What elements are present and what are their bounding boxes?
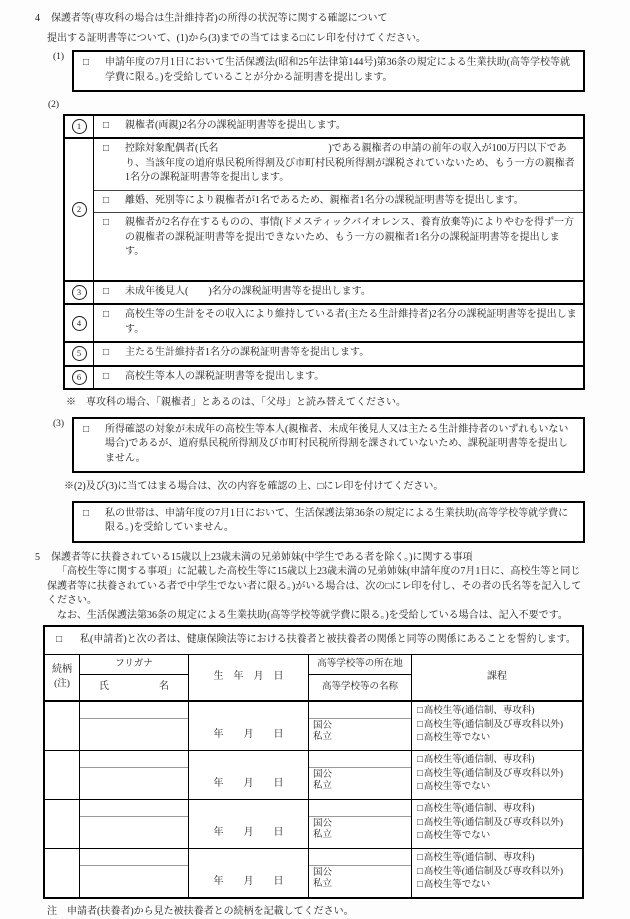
furigana-field[interactable] [80, 751, 188, 768]
birthdate-placeholder: 年 月 日 [214, 875, 284, 890]
course-option-label: 高校生等(通信制、専攻科) [424, 803, 535, 817]
school-type-private[interactable]: 私立 [313, 830, 411, 842]
option-text: 親権者(両親)2名分の課税証明書等を提出します。 [125, 119, 577, 134]
relationship-cell[interactable] [45, 800, 80, 848]
birthdate-placeholder: 年 月 日 [214, 826, 284, 841]
option-text: 親権者が2名存在するものの、事情(ドメスティックバイオレンス、養育放棄等)によりやむを得ず一方の親権者の課税証明書等を提出できないため、もう一方の親権者1名分の課税証明書等を提出します。 [125, 216, 577, 260]
section-5-para-1: 「高校生等に関する事項」に記載した高校生等に15歳以上23歳未満の兄弟姉妹(申請年度の7月1日に、高校生等と同じ保護者等に扶養されている者で中学生でない者に限る。)がいる場合は、次の□にレ印を付し、その者の氏名等を記入してください。 [47, 565, 587, 609]
course-option[interactable] [417, 817, 582, 831]
course-option[interactable] [417, 866, 582, 880]
relationship-header-line1: 続柄 [52, 663, 72, 678]
option-checkbox[interactable]: □ [103, 370, 125, 385]
school-location-field[interactable] [309, 751, 411, 768]
birthdate-placeholder: 年 月 日 [214, 728, 284, 743]
course-option-label: 高校生等(通信制及び専攻科以外) [424, 817, 563, 831]
school-cell [309, 702, 412, 750]
name-header: 氏 名 [80, 675, 188, 700]
course-option[interactable] [417, 754, 582, 768]
birthdate-cell[interactable] [189, 702, 309, 750]
name-field[interactable] [80, 817, 188, 848]
course-option-checkbox[interactable]: □ [417, 781, 423, 795]
course-option[interactable] [417, 803, 582, 817]
course-option[interactable] [417, 732, 582, 746]
section-5-title: 保護者等に扶養されている15歳以上23歳未満の兄弟姉妹(中学生である者を除く。)に関する事項 [51, 551, 472, 566]
relationship-header [45, 655, 80, 700]
section-5-para-2: なお、生活保護法第36条の規定による生業扶助(高等学校等就学費に限る。)を受給している場合は、記入不要です。 [47, 609, 587, 624]
proof-option [94, 190, 583, 213]
course-option-checkbox[interactable]: □ [417, 817, 423, 831]
course-option[interactable] [417, 768, 582, 782]
course-option-checkbox[interactable]: □ [417, 719, 423, 733]
furigana-field[interactable] [80, 849, 188, 866]
course-option-label: 高校生等(通信制、専攻科) [424, 754, 535, 768]
school-type-national[interactable]: 国公 [313, 770, 411, 782]
birthdate-header: 生 年 月 日 [189, 655, 309, 700]
table-footnote: 注 申請者(扶養者)から見た被扶養者との続柄を記載してください。 [47, 905, 630, 919]
course-option-checkbox[interactable]: □ [417, 879, 423, 893]
birthdate-cell[interactable] [189, 849, 309, 897]
circled-number: 2 [72, 202, 87, 217]
item-1-label: (1) [53, 50, 72, 92]
proof-block-3 [65, 280, 583, 304]
proof-block-4 [65, 303, 583, 341]
item-2-label: (2) [48, 98, 630, 113]
name-cell [80, 751, 189, 799]
proof-option [94, 282, 583, 304]
course-option-label: 高校生等でない [424, 879, 491, 893]
option-text: 未成年後見人( )名分の課税証明書等を提出します。 [125, 285, 577, 300]
school-cell [309, 849, 412, 897]
name-field[interactable] [80, 719, 188, 750]
school-name-header: 高等学校等の名称 [309, 675, 411, 700]
proof-option [94, 212, 583, 280]
school-type-national[interactable]: 国公 [313, 819, 411, 831]
circled-number-cell [65, 367, 94, 389]
school-header-cell [309, 655, 412, 700]
school-type-national[interactable]: 国公 [313, 721, 411, 733]
doc-item-1 [53, 50, 630, 92]
pledge-text: 私(申請者)と次の者は、健康保険法等における扶養者と被扶養者の関係と同等の関係にあることを誓約します。 [80, 633, 578, 648]
note-senkoka: ※ 専攻科の場合、「親権者」とあるのは、「父母」と読み替えてください。 [66, 396, 630, 411]
proof-option [94, 367, 583, 389]
item-3-label: (3) [53, 417, 72, 474]
course-option-checkbox[interactable]: □ [417, 803, 423, 817]
section-5-number: 5 [35, 551, 51, 566]
birthdate-cell[interactable] [189, 800, 309, 848]
circled-number-cell [65, 305, 94, 341]
item-3-text: 所得確認の対象が未成年の高校生等本人(親権者、未成年後見人又は主たる生計維持者のいずれもいない場合)であるが、道府県民税所得割及び市町村民税所得割を課されていないため、課税証明書等を提出しません。 [105, 423, 577, 467]
school-location-field[interactable] [309, 702, 411, 719]
welfare-declaration-text: 私の世帯は、申請年度の7月1日において、生活保護法第36条の規定による生業扶助(高等学校等就学費に限る。)を受給していません。 [105, 507, 577, 536]
course-cell [412, 751, 582, 799]
relationship-cell[interactable] [45, 849, 80, 897]
course-option-checkbox[interactable]: □ [417, 866, 423, 880]
option-checkbox[interactable]: □ [103, 216, 125, 231]
option-checkbox[interactable]: □ [103, 285, 125, 300]
school-location-header: 高等学校等の所在地 [309, 655, 411, 675]
name-field[interactable] [80, 768, 188, 799]
income-proof-table [63, 114, 585, 391]
circled-number: 5 [72, 346, 87, 361]
course-option-label: 高校生等(通信制及び専攻科以外) [424, 719, 563, 733]
furigana-header: フリガナ [80, 655, 188, 675]
course-header: 課程 [412, 655, 582, 700]
item-1-text: 申請年度の7月1日において生活保護法(昭和25年法律第144号)第36条の規定による生業扶助(高等学校等就学費に限る。)を受給していることが分かる証明書を提出します。 [105, 56, 577, 85]
course-option-label: 高校生等(通信制及び専攻科以外) [424, 768, 563, 782]
course-option-label: 高校生等でない [424, 830, 491, 844]
name-cell [80, 849, 189, 897]
course-option[interactable] [417, 852, 582, 866]
note-2-and-3: ※(2)及び(3)に当てはまる場合は、次の内容を確認の上、□にレ印を付けてください。 [64, 480, 630, 495]
course-option[interactable] [417, 879, 582, 893]
section-4-title: 保護者等(専攻科の場合は生計維持者)の所得の状況等に関する確認について [51, 12, 387, 27]
item-3-checkbox[interactable]: □ [83, 423, 105, 438]
doc-item-3 [53, 417, 630, 474]
circled-number-cell [65, 343, 94, 365]
name-header-cell [80, 655, 189, 700]
school-type-options[interactable] [309, 866, 411, 897]
proof-option [94, 139, 583, 190]
option-checkbox[interactable]: □ [103, 308, 125, 323]
circled-number: 4 [72, 316, 87, 331]
course-option-checkbox[interactable]: □ [417, 705, 423, 719]
birthdate-placeholder: 年 月 日 [214, 777, 284, 792]
circled-number: 6 [72, 370, 87, 385]
circled-number: 3 [72, 285, 87, 300]
circled-number: 1 [72, 119, 87, 134]
option-checkbox[interactable]: □ [103, 194, 125, 209]
option-text: 高校生等の生計をその収入により維持している者(主たる生計維持者)2名分の課税証明書等を提出します。 [125, 308, 577, 337]
course-option-checkbox[interactable]: □ [417, 852, 423, 866]
option-text: 離婚、死別等により親権者が1名であるため、親権者1名分の課税証明書等を提出します。 [125, 194, 577, 209]
birthdate-cell[interactable] [189, 751, 309, 799]
course-option-label: 高校生等でない [424, 732, 491, 746]
proof-option [94, 116, 583, 138]
sibling-row [45, 751, 582, 800]
option-checkbox[interactable]: □ [103, 346, 125, 361]
option-text: 高校生等本人の課税証明書等を提出します。 [125, 370, 577, 385]
school-type-private[interactable]: 私立 [313, 879, 411, 891]
school-type-options[interactable] [309, 719, 411, 750]
proof-block-6 [65, 365, 583, 389]
item-1-checkbox[interactable]: □ [83, 56, 105, 71]
section-5-heading [35, 551, 630, 566]
proof-block-1 [65, 116, 583, 138]
course-option[interactable] [417, 830, 582, 844]
option-text: 主たる生計維持者1名分の課税証明書等を提出します。 [125, 346, 577, 361]
furigana-field[interactable] [80, 800, 188, 817]
school-location-field[interactable] [309, 849, 411, 866]
circled-number-cell [65, 116, 94, 138]
school-type-private[interactable]: 私立 [313, 732, 411, 744]
table-header-row [45, 655, 582, 702]
course-option-checkbox[interactable]: □ [417, 732, 423, 746]
course-option[interactable] [417, 705, 582, 719]
option-text: 控除対象配偶者(氏名 )である親権者の申請の前年の収入が100万円以下であり、当該年度の道府県民税所得割及び市町村民税所得割が課税されていないため、もう一方の親権者1名分の課税証明書等を提出します。 [125, 142, 577, 186]
item-3-box [72, 417, 585, 474]
name-field[interactable] [80, 866, 188, 897]
welfare-declaration-box [72, 501, 585, 543]
item-1-box [72, 50, 585, 92]
course-option-checkbox[interactable]: □ [417, 754, 423, 768]
course-option-label: 高校生等(通信制及び専攻科以外) [424, 866, 563, 880]
sibling-row [45, 849, 582, 897]
section-4-intro: 提出する証明書等について、(1)から(3)までの当てはまる□にレ印を付けてください。 [47, 32, 630, 47]
course-cell [412, 702, 582, 750]
welfare-declaration-checkbox[interactable]: □ [83, 507, 105, 522]
proof-block-2 [65, 137, 583, 280]
school-cell [309, 751, 412, 799]
course-option-label: 高校生等(通信制、専攻科) [424, 705, 535, 719]
pledge-checkbox[interactable]: □ [56, 633, 80, 648]
name-cell [80, 702, 189, 750]
pledge-row [45, 627, 582, 655]
course-option-checkbox[interactable]: □ [417, 830, 423, 844]
course-option-label: 高校生等でない [424, 781, 491, 795]
relationship-cell[interactable] [45, 702, 80, 750]
course-option[interactable] [417, 719, 582, 733]
furigana-field[interactable] [80, 702, 188, 719]
course-cell [412, 849, 582, 897]
course-option[interactable] [417, 781, 582, 795]
circled-number-cell [65, 139, 94, 280]
relationship-cell[interactable] [45, 751, 80, 799]
school-cell [309, 800, 412, 848]
course-option-checkbox[interactable]: □ [417, 768, 423, 782]
school-location-field[interactable] [309, 800, 411, 817]
siblings-table [43, 625, 584, 899]
name-cell [80, 800, 189, 848]
proof-option [94, 343, 583, 365]
relationship-header-line2: (注) [54, 677, 70, 692]
sibling-row [45, 702, 582, 751]
school-type-private[interactable]: 私立 [313, 781, 411, 793]
option-checkbox[interactable]: □ [103, 119, 125, 134]
course-cell [412, 800, 582, 848]
circled-number-cell [65, 282, 94, 304]
course-option-label: 高校生等(通信制、専攻科) [424, 852, 535, 866]
school-type-options[interactable] [309, 768, 411, 799]
section-4-heading [35, 12, 630, 27]
proof-option [94, 305, 583, 341]
school-type-options[interactable] [309, 817, 411, 848]
option-checkbox[interactable]: □ [103, 142, 125, 157]
section-4-number: 4 [35, 12, 51, 27]
proof-block-5 [65, 341, 583, 365]
school-type-national[interactable]: 国公 [313, 868, 411, 880]
sibling-row [45, 800, 582, 849]
